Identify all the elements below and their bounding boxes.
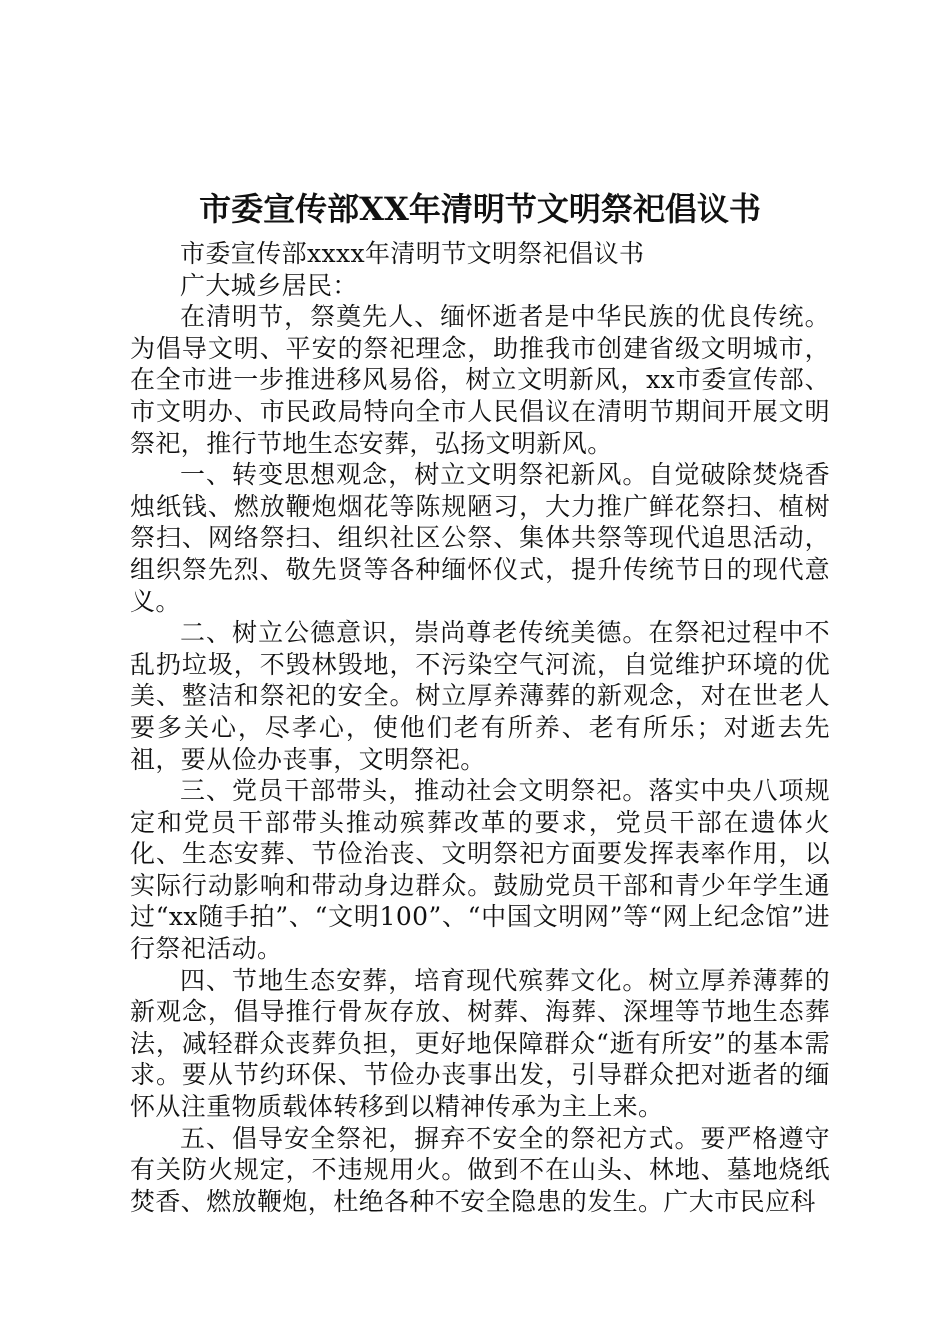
paragraph-item-3: 三、党员干部带头，推动社会文明祭祀。落实中央八项规定和党员干部带头推动殡葬改革的要求，党员干部在遗体火化、生态安葬、节俭治丧、文明祭祀方面要发挥表率作用，以实际行动影响和带动身边群众。鼓励党员干部和青少年学生通过“xx随手拍”、“文明100”、“中国文明网”等“网上纪念馆”进行祭祀活动。 bbox=[130, 776, 830, 964]
document-subtitle: 市委宣传部xxxx年清明节文明祭祀倡议书 bbox=[180, 239, 645, 268]
paragraph-intro: 在清明节，祭奠先人、缅怀逝者是中华民族的优良传统。为倡导文明、平安的祭祀理念，助推我市创建省级文明城市，在全市进一步推进移风易俗，树立文明新风，xx市委宣传部、市文明办、市民政局特向全市人民倡议在清明节期间开展文明祭祀，推行节地生态安葬，弘扬文明新风。 bbox=[130, 302, 830, 458]
salutation: 广大城乡居民： bbox=[180, 270, 358, 300]
paragraph-item-5: 五、倡导安全祭祀，摒弃不安全的祭祀方式。要严格遵守有关防火规定，不违规用火。做到不在山头、林地、墓地烧纸焚香、燃放鞭炮，杜绝各种不安全隐患的发生。广大市民应科 bbox=[130, 1123, 830, 1216]
document-title: 市委宣传部XX年清明节文明祭祀倡议书 bbox=[199, 190, 761, 228]
paragraph-item-2: 二、树立公德意识，崇尚尊老传统美德。在祭祀过程中不乱扔垃圾，不毁林毁地，不污染空气河流，自觉维护环境的优美、整洁和祭祀的安全。树立厚养薄葬的新观念，对在世老人要多关心，尽孝心，使他们老有所养、老有所乐；对逝去先祖，要从俭办丧事，文明祭祀。 bbox=[130, 618, 830, 774]
paragraph-item-1: 一、转变思想观念，树立文明祭祀新风。自觉破除焚烧香烛纸钱、燃放鞭炮烟花等陈规陋习，大力推广鲜花祭扫、植树祭扫、网络祭扫、组织社区公祭、集体共祭等现代追思活动，组织祭先烈、敬先贤等各种缅怀仪式，提升传统节日的现代意义。 bbox=[130, 460, 830, 616]
paragraph-item-4: 四、节地生态安葬，培育现代殡葬文化。树立厚养薄葬的新观念，倡导推行骨灰存放、树葬、海葬、深埋等节地生态葬法，减轻群众丧葬负担，更好地保障群众“逝有所安”的基本需求。要从节约环保、节俭办丧事出发，引导群众把对逝者的缅怀从注重物质载体转移到以精神传承为主上来。 bbox=[130, 965, 830, 1122]
document-page bbox=[130, 182, 830, 1217]
